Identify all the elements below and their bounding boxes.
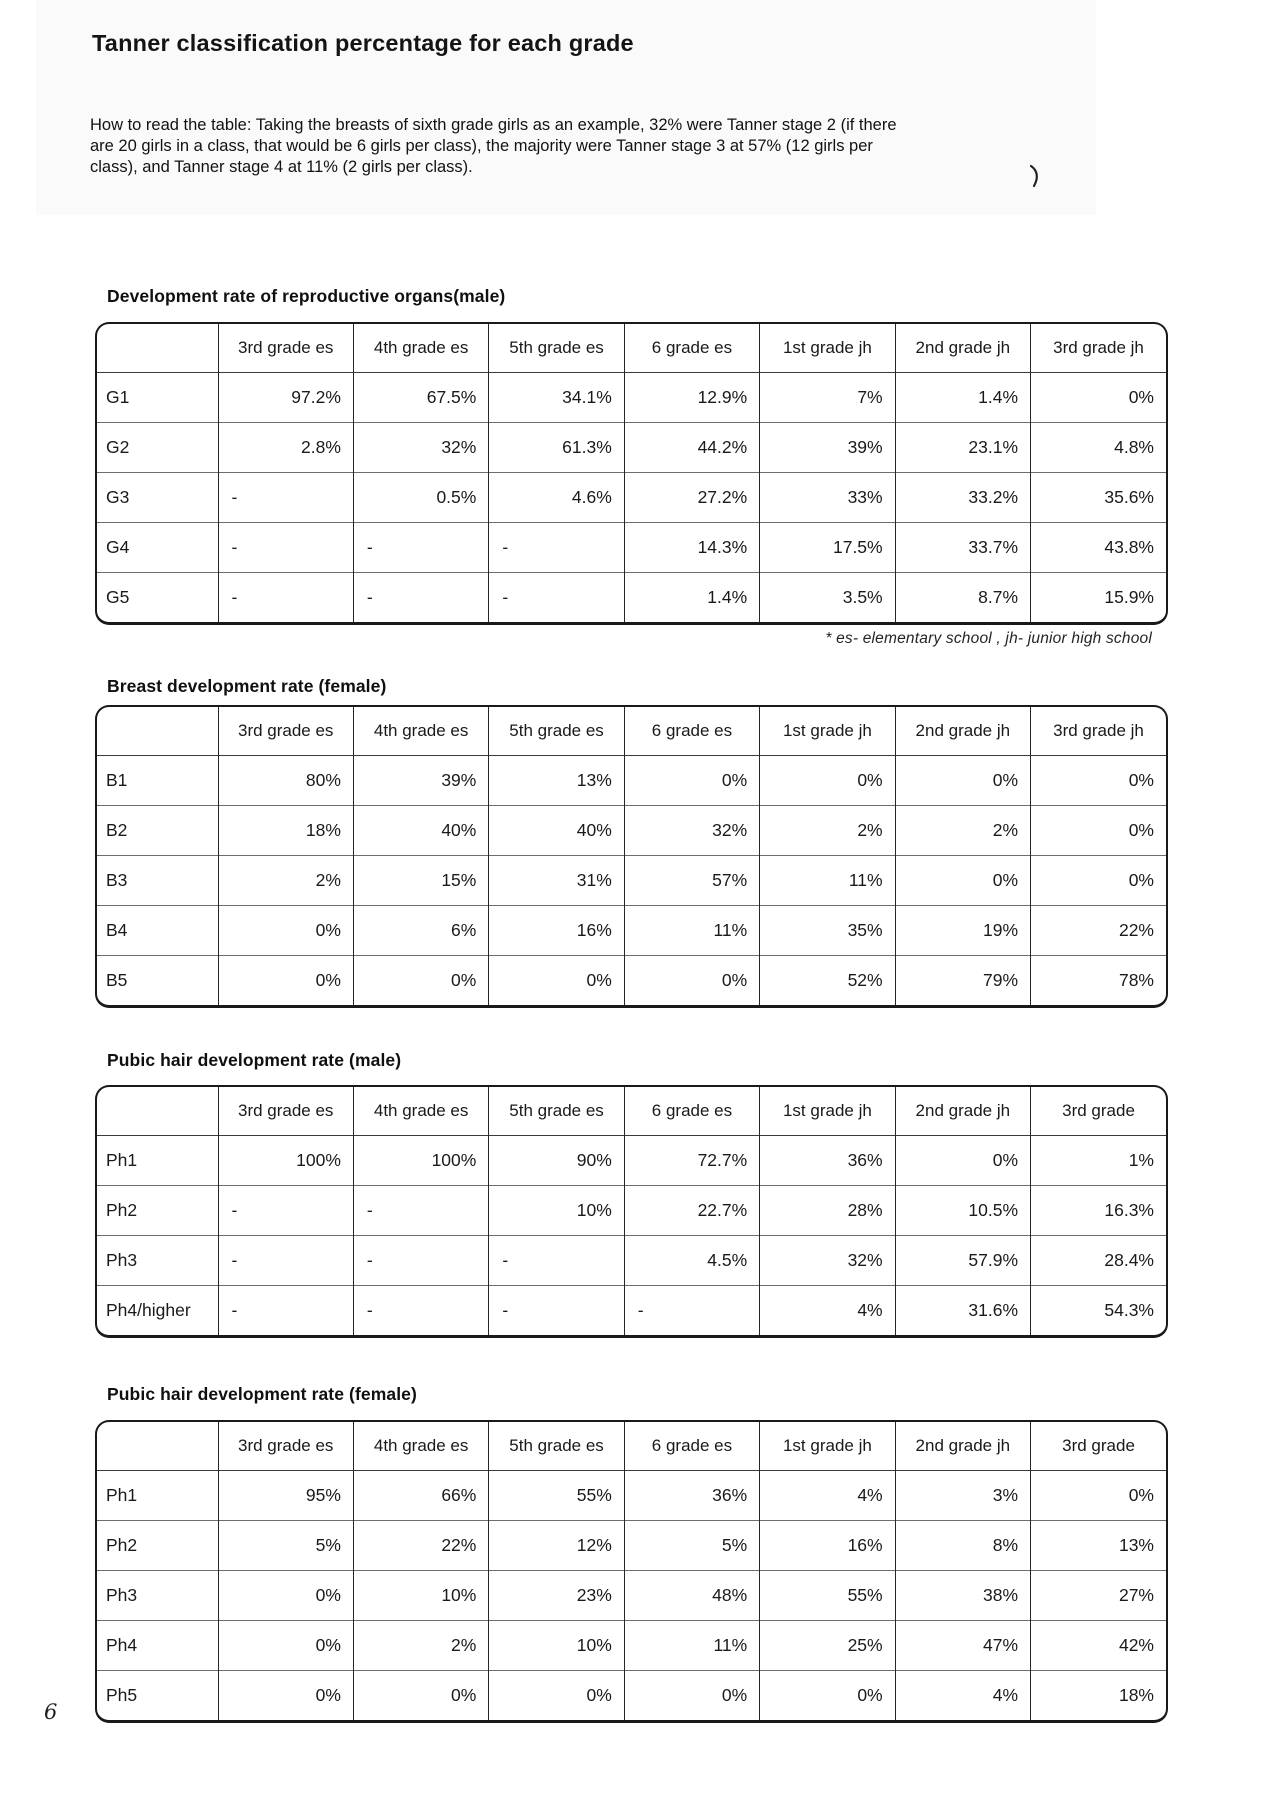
- cell-value: 4%: [760, 1470, 895, 1520]
- cell-value: 39%: [353, 755, 488, 805]
- cell-value: 78%: [1031, 955, 1166, 1005]
- cell-value: 0%: [1031, 372, 1166, 422]
- data-table: [97, 1087, 1166, 1335]
- cell-value: 33%: [760, 472, 895, 522]
- column-header: 1st grade jh: [760, 1087, 895, 1135]
- row-label: Ph2: [97, 1520, 218, 1570]
- cell-value: 5%: [218, 1520, 353, 1570]
- column-header: 3rd grade es: [218, 1087, 353, 1135]
- cell-value: 23.1%: [895, 422, 1030, 472]
- column-header: 6 grade es: [624, 1422, 759, 1470]
- cell-value: 16%: [489, 905, 624, 955]
- cell-value: 28%: [760, 1185, 895, 1235]
- column-header: 2nd grade jh: [895, 1422, 1030, 1470]
- cell-value: 8.7%: [895, 572, 1030, 622]
- cell-value: 2%: [218, 855, 353, 905]
- intro-paragraph: [90, 115, 897, 178]
- cell-value: 57%: [624, 855, 759, 905]
- section-heading-pubic-hair-female: Pubic hair development rate (female): [107, 1384, 417, 1404]
- row-label: Ph2: [97, 1185, 218, 1235]
- data-table: [97, 707, 1166, 1005]
- cell-value: 0%: [1031, 805, 1166, 855]
- cell-value: 4.5%: [624, 1235, 759, 1285]
- cell-value: 48%: [624, 1570, 759, 1620]
- cell-value: 0%: [218, 955, 353, 1005]
- cell-value: 31%: [489, 855, 624, 905]
- table-row: [97, 955, 1166, 1005]
- cell-value: 32%: [624, 805, 759, 855]
- cell-value: 5%: [624, 1520, 759, 1570]
- column-header: 2nd grade jh: [895, 324, 1030, 372]
- header-row: [97, 324, 1166, 372]
- cell-value: 18%: [218, 805, 353, 855]
- cell-value: 10.5%: [895, 1185, 1030, 1235]
- cell-value: 19%: [895, 905, 1030, 955]
- cell-value: 72.7%: [624, 1135, 759, 1185]
- cell-value: 4.8%: [1031, 422, 1166, 472]
- cell-value: 44.2%: [624, 422, 759, 472]
- cell-value: 7%: [760, 372, 895, 422]
- page-title: Tanner classification percentage for each grade: [92, 30, 634, 56]
- cell-value: 79%: [895, 955, 1030, 1005]
- table-row: [97, 905, 1166, 955]
- cell-value: 100%: [218, 1135, 353, 1185]
- cell-value: 0%: [218, 1570, 353, 1620]
- cell-value: 90%: [489, 1135, 624, 1185]
- cell-value: 1.4%: [895, 372, 1030, 422]
- cell-value: 0%: [218, 1670, 353, 1720]
- cell-value: 4.6%: [489, 472, 624, 522]
- column-header: 3rd grade es: [218, 1422, 353, 1470]
- cell-value: 18%: [1031, 1670, 1166, 1720]
- table-breast-development: [95, 705, 1168, 1008]
- cell-value: 0%: [1031, 755, 1166, 805]
- corner-cell: [97, 324, 218, 372]
- column-header: 4th grade es: [353, 324, 488, 372]
- cell-value: 47%: [895, 1620, 1030, 1670]
- cell-value: 36%: [624, 1470, 759, 1520]
- cell-value: 33.7%: [895, 522, 1030, 572]
- cell-value: 0%: [624, 755, 759, 805]
- column-header: 5th grade es: [489, 707, 624, 755]
- cell-value: 33.2%: [895, 472, 1030, 522]
- row-label: B1: [97, 755, 218, 805]
- column-header: 3rd grade es: [218, 707, 353, 755]
- table-row: [97, 755, 1166, 805]
- cell-value: 0%: [760, 755, 895, 805]
- cell-value: 16%: [760, 1520, 895, 1570]
- cell-value: 22%: [353, 1520, 488, 1570]
- column-header: 5th grade es: [489, 1087, 624, 1135]
- row-label: B4: [97, 905, 218, 955]
- cell-value: 0%: [895, 1135, 1030, 1185]
- table-footnote: * es- elementary school , jh- junior high school: [825, 630, 1152, 647]
- intro-line: How to read the table: Taking the breasts of sixth grade girls as an example, 32% were Tanner stage 2 (if there: [90, 116, 897, 134]
- cell-value: 10%: [489, 1620, 624, 1670]
- cell-value: 22.7%: [624, 1185, 759, 1235]
- column-header: 5th grade es: [489, 324, 624, 372]
- column-header: 3rd grade jh: [1031, 707, 1166, 755]
- table-pubic-hair-male: [95, 1085, 1168, 1338]
- cell-value: 0%: [218, 905, 353, 955]
- cell-value: 57.9%: [895, 1235, 1030, 1285]
- table-row: [97, 1135, 1166, 1185]
- cell-value: 35%: [760, 905, 895, 955]
- cell-value: 39%: [760, 422, 895, 472]
- cell-value: -: [353, 522, 488, 572]
- table-row: [97, 805, 1166, 855]
- column-header: 2nd grade jh: [895, 707, 1030, 755]
- cell-value: 4%: [760, 1285, 895, 1335]
- cell-value: 10%: [353, 1570, 488, 1620]
- cell-value: 31.6%: [895, 1285, 1030, 1335]
- cell-value: 97.2%: [218, 372, 353, 422]
- header-row: [97, 1422, 1166, 1470]
- table-row: [97, 1235, 1166, 1285]
- cell-value: 0%: [489, 955, 624, 1005]
- table-row: [97, 1520, 1166, 1570]
- cell-value: 4%: [895, 1670, 1030, 1720]
- cell-value: 0%: [624, 955, 759, 1005]
- cell-value: 22%: [1031, 905, 1166, 955]
- cell-value: -: [218, 1185, 353, 1235]
- table-row: [97, 422, 1166, 472]
- cell-value: -: [489, 1285, 624, 1335]
- cell-value: 1%: [1031, 1135, 1166, 1185]
- cell-value: 2%: [895, 805, 1030, 855]
- cell-value: 52%: [760, 955, 895, 1005]
- cell-value: 0%: [218, 1620, 353, 1670]
- row-label: G2: [97, 422, 218, 472]
- cell-value: 36%: [760, 1135, 895, 1185]
- cell-value: 17.5%: [760, 522, 895, 572]
- cell-value: 61.3%: [489, 422, 624, 472]
- table-row: [97, 572, 1166, 622]
- row-label: G4: [97, 522, 218, 572]
- row-label: G5: [97, 572, 218, 622]
- cell-value: 55%: [760, 1570, 895, 1620]
- column-header: 1st grade jh: [760, 707, 895, 755]
- row-label: Ph1: [97, 1135, 218, 1185]
- data-table: [97, 324, 1166, 622]
- row-label: B2: [97, 805, 218, 855]
- cell-value: -: [353, 1285, 488, 1335]
- row-label: G3: [97, 472, 218, 522]
- column-header: 3rd grade: [1031, 1422, 1166, 1470]
- table-row: [97, 522, 1166, 572]
- table-row: [97, 1620, 1166, 1670]
- cell-value: 0%: [760, 1670, 895, 1720]
- column-header: 6 grade es: [624, 1087, 759, 1135]
- cell-value: 15.9%: [1031, 572, 1166, 622]
- cell-value: 0%: [895, 855, 1030, 905]
- table-row: [97, 855, 1166, 905]
- row-label: Ph1: [97, 1470, 218, 1520]
- cell-value: -: [489, 1235, 624, 1285]
- cell-value: 12%: [489, 1520, 624, 1570]
- row-label: Ph4/higher: [97, 1285, 218, 1335]
- section-heading-breast: Breast development rate (female): [107, 676, 387, 696]
- table-row: [97, 372, 1166, 422]
- data-table: [97, 1422, 1166, 1720]
- cell-value: 34.1%: [489, 372, 624, 422]
- row-label: G1: [97, 372, 218, 422]
- cell-value: 32%: [760, 1235, 895, 1285]
- cell-value: 12.9%: [624, 372, 759, 422]
- cell-value: 55%: [489, 1470, 624, 1520]
- row-label: B5: [97, 955, 218, 1005]
- cell-value: -: [489, 572, 624, 622]
- cell-value: 0%: [353, 955, 488, 1005]
- cell-value: -: [218, 1235, 353, 1285]
- cell-value: -: [624, 1285, 759, 1335]
- cell-value: 0%: [1031, 855, 1166, 905]
- column-header: 5th grade es: [489, 1422, 624, 1470]
- cell-value: 2%: [760, 805, 895, 855]
- cell-value: 13%: [1031, 1520, 1166, 1570]
- corner-cell: [97, 707, 218, 755]
- row-label: Ph3: [97, 1570, 218, 1620]
- cell-value: 0.5%: [353, 472, 488, 522]
- column-header: 6 grade es: [624, 324, 759, 372]
- header-block: [36, 0, 1096, 215]
- column-header: 4th grade es: [353, 1422, 488, 1470]
- cell-value: 14.3%: [624, 522, 759, 572]
- cell-value: 10%: [489, 1185, 624, 1235]
- cell-value: 32%: [353, 422, 488, 472]
- cell-value: 40%: [353, 805, 488, 855]
- cell-value: 40%: [489, 805, 624, 855]
- table-row: [97, 1470, 1166, 1520]
- table-row: [97, 1285, 1166, 1335]
- section-heading-pubic-hair-male: Pubic hair development rate (male): [107, 1050, 402, 1070]
- cell-value: 0%: [353, 1670, 488, 1720]
- cell-value: 23%: [489, 1570, 624, 1620]
- cell-value: 80%: [218, 755, 353, 805]
- column-header: 6 grade es: [624, 707, 759, 755]
- intro-line: class), and Tanner stage 4 at 11% (2 girls per class).: [90, 158, 473, 176]
- column-header: 4th grade es: [353, 1087, 488, 1135]
- cell-value: 42%: [1031, 1620, 1166, 1670]
- cell-value: 3.5%: [760, 572, 895, 622]
- cell-value: 13%: [489, 755, 624, 805]
- cell-value: 54.3%: [1031, 1285, 1166, 1335]
- cell-value: -: [218, 1285, 353, 1335]
- cell-value: 35.6%: [1031, 472, 1166, 522]
- table-row: [97, 472, 1166, 522]
- cell-value: -: [218, 572, 353, 622]
- cell-value: 0%: [489, 1670, 624, 1720]
- cell-value: 6%: [353, 905, 488, 955]
- cell-value: 3%: [895, 1470, 1030, 1520]
- cell-value: 100%: [353, 1135, 488, 1185]
- cell-value: 67.5%: [353, 372, 488, 422]
- cell-value: 2.8%: [218, 422, 353, 472]
- cell-value: -: [218, 472, 353, 522]
- cell-value: 27.2%: [624, 472, 759, 522]
- cell-value: 66%: [353, 1470, 488, 1520]
- cell-value: 38%: [895, 1570, 1030, 1620]
- page-number: 6: [44, 1700, 58, 1724]
- corner-cell: [97, 1087, 218, 1135]
- table-row: [97, 1185, 1166, 1235]
- cell-value: -: [353, 572, 488, 622]
- cell-value: 2%: [353, 1620, 488, 1670]
- cell-value: 1.4%: [624, 572, 759, 622]
- cell-value: -: [353, 1235, 488, 1285]
- cell-value: 11%: [760, 855, 895, 905]
- cell-value: 28.4%: [1031, 1235, 1166, 1285]
- cell-value: 16.3%: [1031, 1185, 1166, 1235]
- header-row: [97, 707, 1166, 755]
- cell-value: 25%: [760, 1620, 895, 1670]
- column-header: 3rd grade jh: [1031, 324, 1166, 372]
- section-heading-male-genital: Development rate of reproductive organs(male): [107, 286, 506, 306]
- column-header: 3rd grade es: [218, 324, 353, 372]
- cell-value: 0%: [895, 755, 1030, 805]
- cell-value: 11%: [624, 1620, 759, 1670]
- column-header: 2nd grade jh: [895, 1087, 1030, 1135]
- row-label: B3: [97, 855, 218, 905]
- cell-value: -: [353, 1185, 488, 1235]
- cell-value: 95%: [218, 1470, 353, 1520]
- column-header: 1st grade jh: [760, 324, 895, 372]
- column-header: 1st grade jh: [760, 1422, 895, 1470]
- cell-value: -: [489, 522, 624, 572]
- intro-line: are 20 girls in a class, that would be 6 girls per class), the majority were Tanner stage 3 at 57% (12 girls per: [90, 137, 873, 155]
- column-header: 4th grade es: [353, 707, 488, 755]
- cell-value: 11%: [624, 905, 759, 955]
- column-header: 3rd grade: [1031, 1087, 1166, 1135]
- table-male-genital-development: [95, 322, 1168, 625]
- table-pubic-hair-female: [95, 1420, 1168, 1723]
- cell-value: 15%: [353, 855, 488, 905]
- header-row: [97, 1087, 1166, 1135]
- row-label: Ph5: [97, 1670, 218, 1720]
- cell-value: 0%: [624, 1670, 759, 1720]
- cell-value: 43.8%: [1031, 522, 1166, 572]
- cell-value: 0%: [1031, 1470, 1166, 1520]
- corner-cell: [97, 1422, 218, 1470]
- table-row: [97, 1570, 1166, 1620]
- cell-value: 8%: [895, 1520, 1030, 1570]
- cell-value: 27%: [1031, 1570, 1166, 1620]
- cell-value: -: [218, 522, 353, 572]
- table-row: [97, 1670, 1166, 1720]
- row-label: Ph3: [97, 1235, 218, 1285]
- stray-mark: [1028, 163, 1042, 189]
- row-label: Ph4: [97, 1620, 218, 1670]
